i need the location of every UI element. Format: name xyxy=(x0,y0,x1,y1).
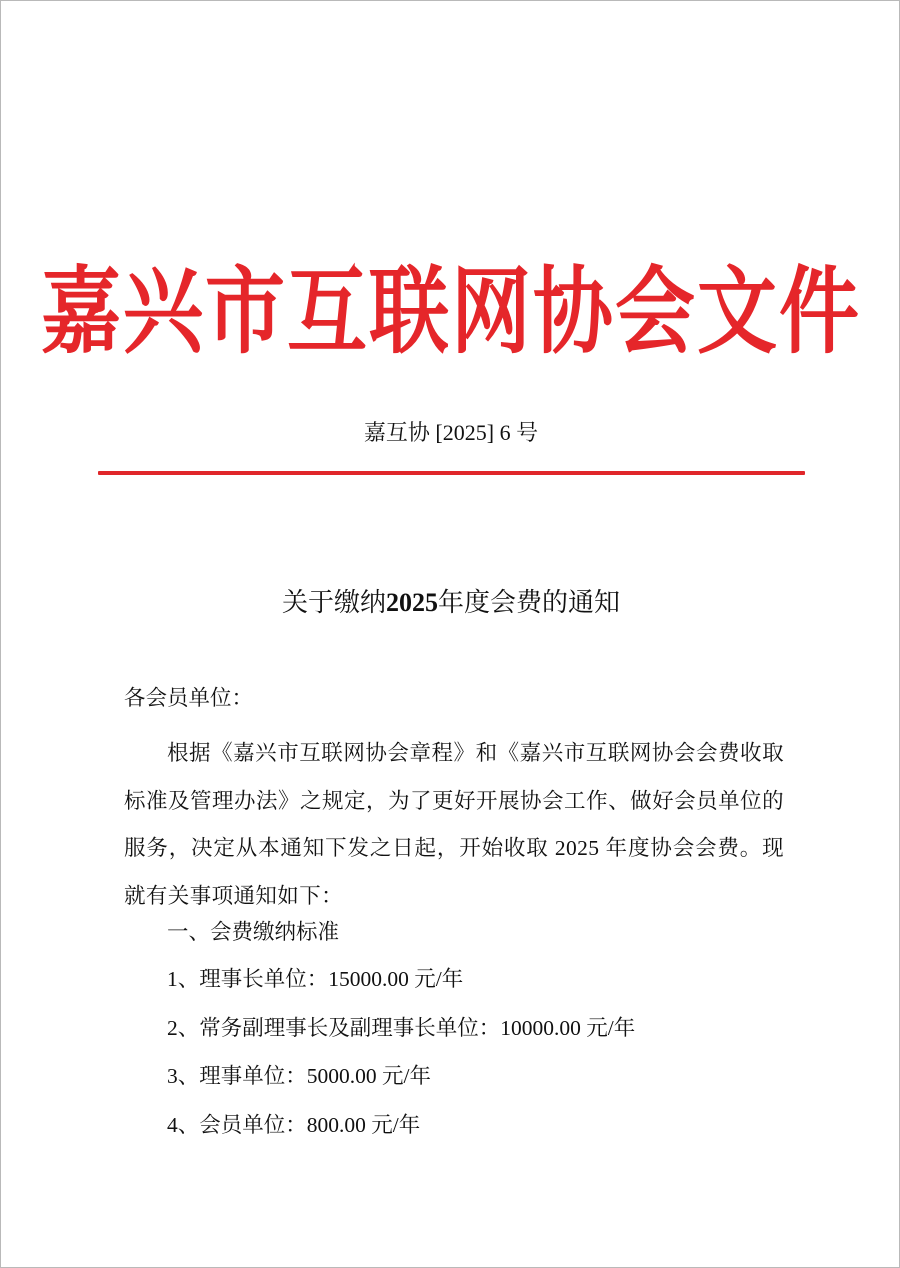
body-paragraph: 根据《嘉兴市互联网协会章程》和《嘉兴市互联网协会会费收取标准及管理办法》之规定，为了更好开展协会工作、做好会员单位的服务，决定从本通知下发之日起，开始收取 2025 年度协会会费。现就有关事项通知如下： xyxy=(124,741,784,908)
fee-standard-list xyxy=(167,964,635,1158)
title-year: 2025 xyxy=(386,588,438,617)
fee-item: 3、理事单位：5000.00 元/年 xyxy=(167,1064,431,1088)
section-heading: 一、会费缴纳标准 xyxy=(167,920,340,944)
document-number: 嘉互协 [2025] 6 号 xyxy=(363,420,539,445)
fee-item: 4、会员单位：800.00 元/年 xyxy=(167,1112,421,1137)
masthead-text: 嘉兴市互联网协会文件 xyxy=(41,255,861,367)
salutation: 各会员单位： xyxy=(124,686,254,710)
notice-title xyxy=(1,586,900,620)
title-suffix: 年度会费的通知 xyxy=(438,588,621,617)
fee-item: 1、理事长单位：15000.00 元/年 xyxy=(167,967,464,991)
masthead-title xyxy=(1,255,900,367)
red-divider-line xyxy=(98,471,805,475)
fee-item: 2、常务副理事长及副理事长单位：10000.00 元/年 xyxy=(167,1015,636,1040)
title-prefix: 关于缴纳 xyxy=(281,588,386,617)
